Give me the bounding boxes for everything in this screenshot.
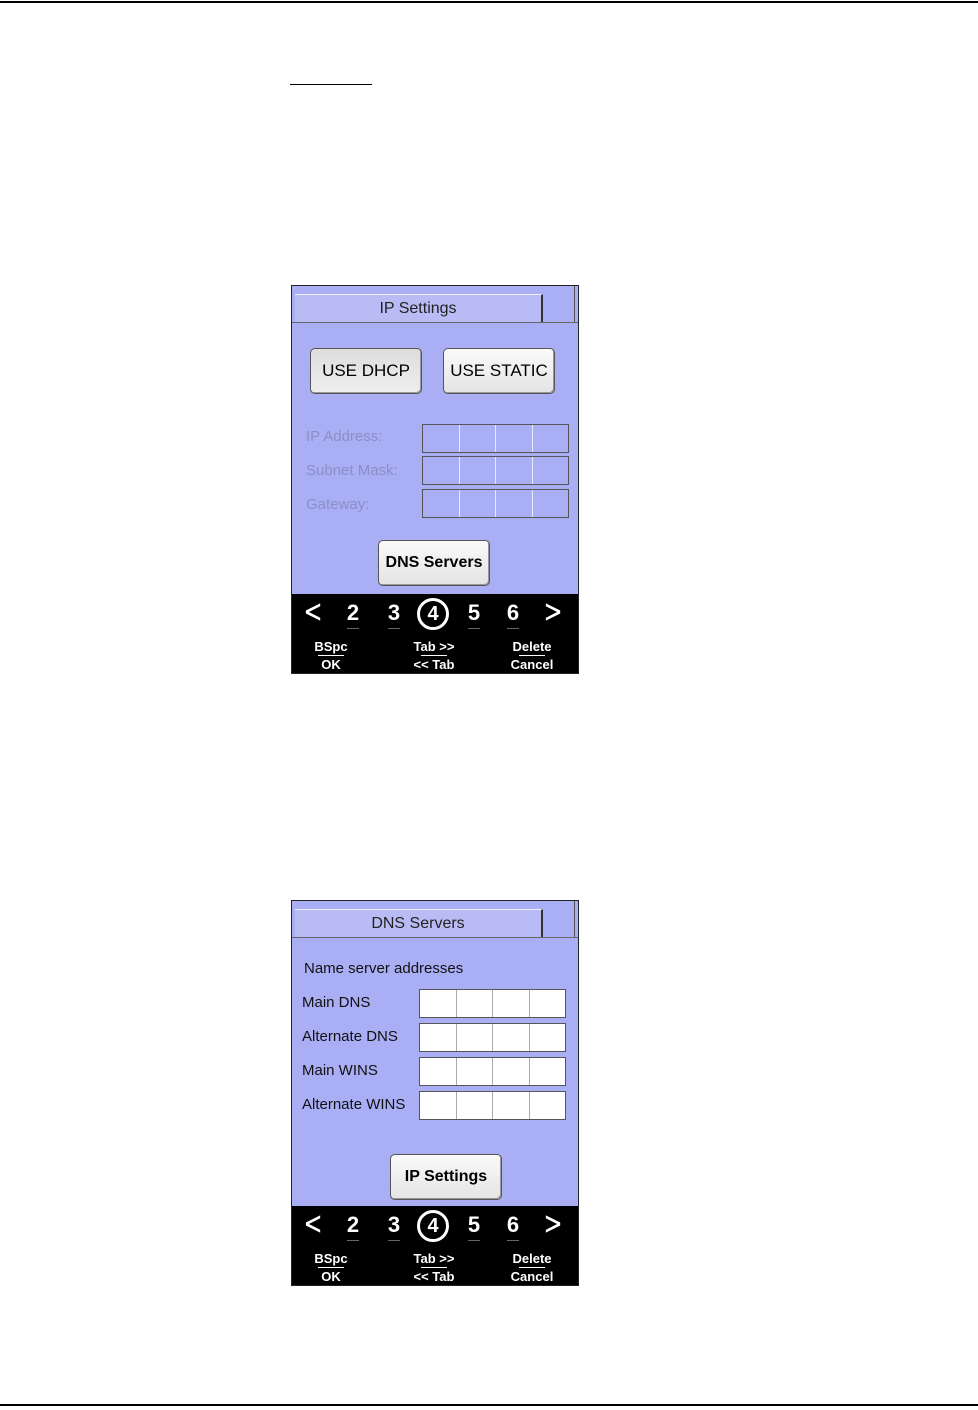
tab-bar [292, 901, 578, 939]
ip-address-field[interactable] [422, 424, 569, 453]
tab-divider [292, 322, 578, 323]
keypad [292, 1206, 578, 1285]
bottom-rule [0, 1404, 978, 1406]
tab-edge [574, 286, 575, 322]
top-rule [0, 1, 978, 3]
key-3-label: 3 [387, 600, 401, 625]
gateway-label: Gateway: [306, 496, 370, 513]
tab-forward-label: Tab >> [413, 1251, 455, 1266]
key-2-label: 2 [346, 600, 360, 625]
key-6-label: 6 [506, 1212, 520, 1237]
tab-dns-servers[interactable]: DNS Servers [295, 909, 543, 937]
cancel-label: Cancel [510, 1269, 554, 1284]
main-dns-field[interactable] [419, 989, 566, 1018]
right-arrow-key[interactable]: ᐳ [544, 1212, 562, 1237]
key-4[interactable]: 4 [417, 1210, 449, 1242]
tab-edge [574, 901, 575, 937]
alternate-wins-field[interactable] [419, 1091, 566, 1120]
subnet-mask-label: Subnet Mask: [306, 462, 398, 479]
underline-stub [290, 84, 372, 85]
alternate-wins-label: Alternate WINS [302, 1096, 406, 1113]
key-6[interactable] [502, 1212, 524, 1241]
tab-divider [292, 937, 578, 938]
key-3[interactable] [383, 1212, 405, 1241]
key-2-label: 2 [346, 1212, 360, 1237]
alternate-dns-label: Alternate DNS [302, 1028, 398, 1045]
soft-key-right[interactable] [502, 638, 562, 673]
left-arrow-key[interactable]: ᐸ [304, 1212, 322, 1237]
key-3[interactable] [383, 600, 405, 629]
ok-label: OK [321, 1269, 341, 1284]
tab-forward-label: Tab >> [413, 639, 455, 654]
key-5-label: 5 [467, 1212, 481, 1237]
soft-key-left[interactable] [307, 1250, 355, 1285]
ok-label: OK [321, 657, 341, 672]
main-wins-field[interactable] [419, 1057, 566, 1086]
key-2[interactable] [342, 1212, 364, 1241]
main-wins-label: Main WINS [302, 1062, 378, 1079]
key-6[interactable] [502, 600, 524, 629]
name-server-heading: Name server addresses [304, 960, 464, 977]
subnet-mask-field[interactable] [422, 456, 569, 485]
ip-settings-button[interactable]: IP Settings [390, 1154, 502, 1200]
ip-address-label: IP Address: [306, 428, 383, 445]
use-dhcp-button[interactable]: USE DHCP [310, 348, 422, 394]
soft-key-middle[interactable] [404, 1250, 464, 1285]
right-arrow-key[interactable]: ᐳ [544, 600, 562, 625]
alternate-dns-field[interactable] [419, 1023, 566, 1052]
tab-back-label: << Tab [413, 657, 455, 672]
soft-key-right[interactable] [502, 1250, 562, 1285]
key-5-label: 5 [467, 600, 481, 625]
delete-label: Delete [512, 1251, 552, 1266]
tab-back-label: << Tab [413, 1269, 455, 1284]
dns-servers-button[interactable]: DNS Servers [378, 540, 490, 586]
ip-settings-screen [291, 285, 579, 674]
use-static-button[interactable]: USE STATIC [443, 348, 555, 394]
key-5[interactable] [463, 1212, 485, 1241]
gateway-field[interactable] [422, 489, 569, 518]
main-dns-label: Main DNS [302, 994, 371, 1011]
key-6-label: 6 [506, 600, 520, 625]
key-2[interactable] [342, 600, 364, 629]
keypad [292, 594, 578, 673]
soft-key-left[interactable] [307, 638, 355, 673]
key-4[interactable]: 4 [417, 598, 449, 630]
tab-ip-settings[interactable]: IP Settings [295, 294, 543, 322]
soft-key-middle[interactable] [404, 638, 464, 673]
bspc-label: BSpc [314, 639, 348, 654]
dns-servers-screen [291, 900, 579, 1286]
bspc-label: BSpc [314, 1251, 348, 1266]
key-5[interactable] [463, 600, 485, 629]
key-3-label: 3 [387, 1212, 401, 1237]
tab-bar [292, 286, 578, 324]
cancel-label: Cancel [510, 657, 554, 672]
delete-label: Delete [512, 639, 552, 654]
left-arrow-key[interactable]: ᐸ [304, 600, 322, 625]
